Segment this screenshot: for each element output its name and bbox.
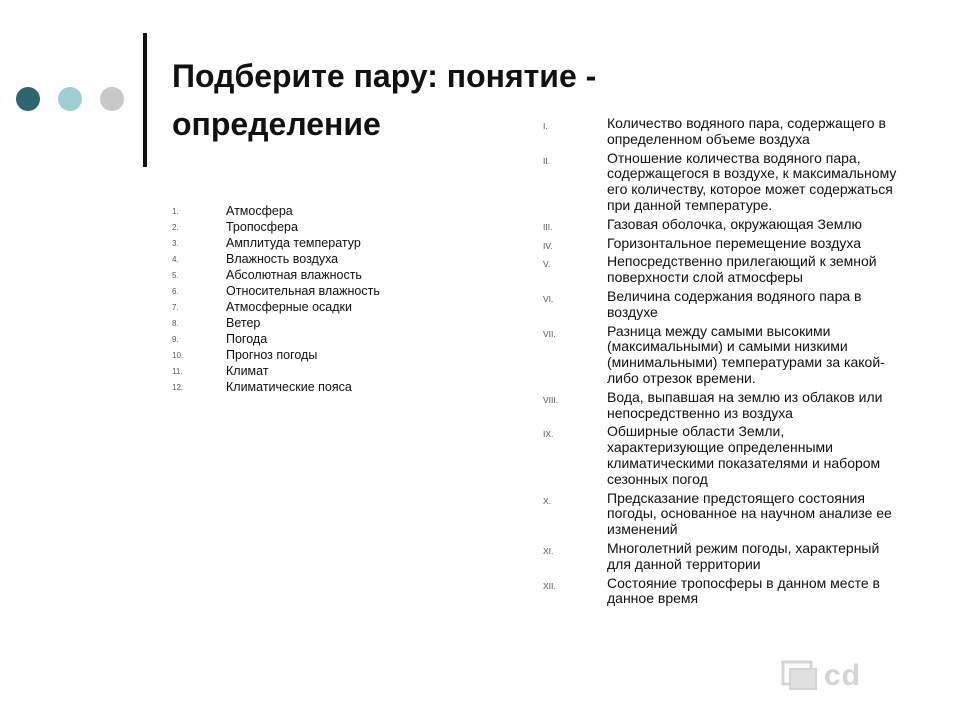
definition-number: XII. [543, 580, 556, 591]
definition-item [543, 491, 903, 538]
decorative-dots [16, 87, 124, 111]
term-item [172, 251, 492, 267]
definition-item [543, 254, 903, 286]
term-item [172, 315, 492, 331]
definition-item [543, 289, 903, 321]
term-text: Прогноз погоды [226, 348, 318, 362]
definition-text: Разница между самыми высокими (максимальными) и самыми низкими (минимальными) температурами за какой-либо отрезок времени. [607, 322, 885, 386]
term-item [172, 267, 492, 283]
definition-number: VIII. [543, 394, 559, 405]
watermark-logo [780, 654, 930, 698]
term-number: 12. [172, 382, 184, 392]
definition-text: Величина содержания водяного пара в воздухе [607, 287, 862, 320]
term-text: Влажность воздуха [226, 252, 339, 266]
term-item [172, 283, 492, 299]
definition-item [543, 324, 903, 387]
term-text: Тропосфера [226, 220, 298, 234]
term-item [172, 363, 492, 379]
term-item [172, 219, 492, 235]
definition-number: V. [543, 259, 551, 270]
definition-item [543, 217, 903, 233]
definition-item [543, 236, 903, 252]
definition-item [543, 151, 903, 214]
slide-title: Подберите пару: понятие - определение [172, 58, 597, 142]
term-number: 4. [172, 254, 179, 264]
definition-item [543, 424, 903, 487]
term-text: Атмосферные осадки [226, 300, 352, 314]
presentation-icon [780, 656, 820, 696]
definition-text: Горизонтальное перемещение воздуха [607, 234, 862, 251]
term-item [172, 347, 492, 363]
definition-item [543, 541, 903, 573]
term-item [172, 379, 492, 395]
definition-item [543, 576, 903, 608]
definition-text: Количество водяного пара, содержащего в определенном объеме воздуха [607, 115, 886, 147]
definition-number: IV. [543, 240, 553, 251]
dot-dark [16, 87, 40, 111]
term-text: Погода [226, 332, 268, 346]
definition-number: IX. [543, 429, 554, 440]
term-text: Относительная влажность [226, 284, 380, 298]
term-text: Амплитуда температур [226, 236, 361, 250]
term-text: Климатические пояса [226, 380, 352, 394]
definition-number: I. [543, 121, 548, 131]
definition-number: VI. [543, 293, 554, 304]
definition-text: Отношение количества водяного пара, содержащегося в воздухе, к максимальному его количеству, которое может содержаться при данной температуре. [607, 149, 897, 213]
dot-light-teal [58, 87, 82, 111]
term-number: 6. [172, 286, 179, 296]
term-number: 1. [172, 206, 179, 216]
term-number: 7. [172, 302, 179, 312]
definition-number: XI. [543, 545, 554, 556]
definition-text: Обширные области Земли, характеризующие определенными климатическими показателями и набором сезонных погод [607, 423, 881, 487]
definition-item [543, 390, 903, 422]
definition-text: Многолетний режим погоды, характерный для данной территории [607, 539, 880, 572]
definition-text: Состояние тропосферы в данном месте в данное время [607, 574, 880, 607]
definition-number: X. [543, 495, 552, 506]
definition-text: Газовая оболочка, окружающая Землю [607, 215, 863, 232]
term-number: 9. [172, 334, 179, 344]
term-text: Климат [226, 364, 269, 378]
term-item [172, 235, 492, 251]
definitions-list [543, 116, 903, 610]
term-text: Ветер [226, 316, 261, 330]
definition-text: Вода, выпавшая на землю из облаков или непосредственно из воздуха [607, 388, 883, 421]
term-number: 2. [172, 222, 179, 232]
definition-number: III. [543, 221, 553, 232]
term-item [172, 299, 492, 315]
term-text: Атмосфера [226, 204, 293, 218]
definition-number: II. [543, 155, 551, 166]
term-text: Абсолютная влажность [226, 268, 362, 282]
dot-gray [100, 87, 124, 111]
watermark-text: cd [824, 659, 862, 692]
terms-list [172, 203, 492, 395]
term-number: 8. [172, 318, 179, 328]
term-number: 11. [172, 366, 183, 376]
term-item [172, 331, 492, 347]
term-number: 3. [172, 238, 179, 248]
title-accent-bar [143, 33, 147, 167]
definition-text: Предсказание предстоящего состояния погоды, основанное на научном анализе ее изменений [607, 489, 892, 538]
definition-number: VII. [543, 328, 556, 339]
term-number: 10. [172, 350, 184, 360]
term-number: 5. [172, 270, 179, 280]
definition-item [543, 116, 903, 148]
definition-text: Непосредственно прилегающий к земной поверхности слой атмосферы [607, 253, 877, 286]
term-item [172, 203, 492, 219]
